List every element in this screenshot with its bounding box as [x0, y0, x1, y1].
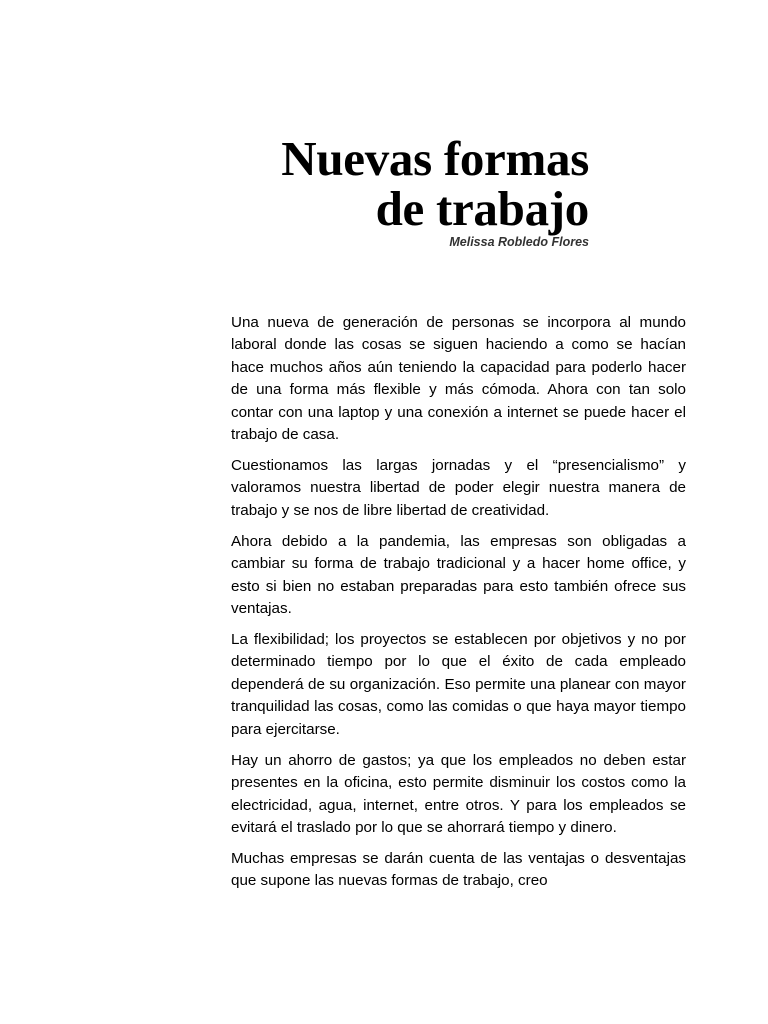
paragraph: Cuestionamos las largas jornadas y el “presencialismo” y valoramos nuestra libertad de poder elegir nuestra manera de trabajo y se nos de libre libertad de creatividad.	[231, 457, 686, 519]
paragraph: La flexibilidad; los proyectos se establecen por objetivos y no por determinado tiempo por lo que el éxito de cada empleado dependerá de su organización. Eso permite una planear con mayor tranquilidad las cosas, como las comidas o que haya mayor tiempo para ejercitarse.	[231, 631, 686, 738]
paragraph: Hay un ahorro de gastos; ya que los empleados no deben estar presentes en la oficina, esto permite disminuir los costos como la electricidad, agua, internet, entre otros. Y para los empleados se evitará el traslado por lo que se ahorrará tiempo y dinero.	[231, 751, 686, 836]
title-line-1: Nuevas formas	[281, 131, 589, 186]
title-line-2: de trabajo	[375, 181, 589, 236]
paragraph: Muchas empresas se darán cuenta de las ventajas o desventajas que supone las nuevas formas de trabajo, creo	[231, 849, 686, 890]
paragraph: Ahora debido a la pandemia, las empresas son obligadas a cambiar su forma de trabajo tradicional y a hacer home office, y esto si bien no estaban preparadas para esto también ofrece sus ventajas.	[231, 532, 686, 618]
body-text	[231, 312, 686, 893]
title-block	[200, 131, 589, 250]
paragraph: Una nueva de generación de personas se incorpora al mundo laboral donde las cosas se siguen haciendo a como se hacían hace muchos años aún teniendo la capacidad para poderlo hacer de una forma más flexible y más cómoda. Ahora con tan solo contar con una laptop y una conexión a internet se puede hacer el trabajo de casa.	[231, 314, 686, 444]
author-name: Melissa Robledo Flores	[449, 235, 589, 249]
